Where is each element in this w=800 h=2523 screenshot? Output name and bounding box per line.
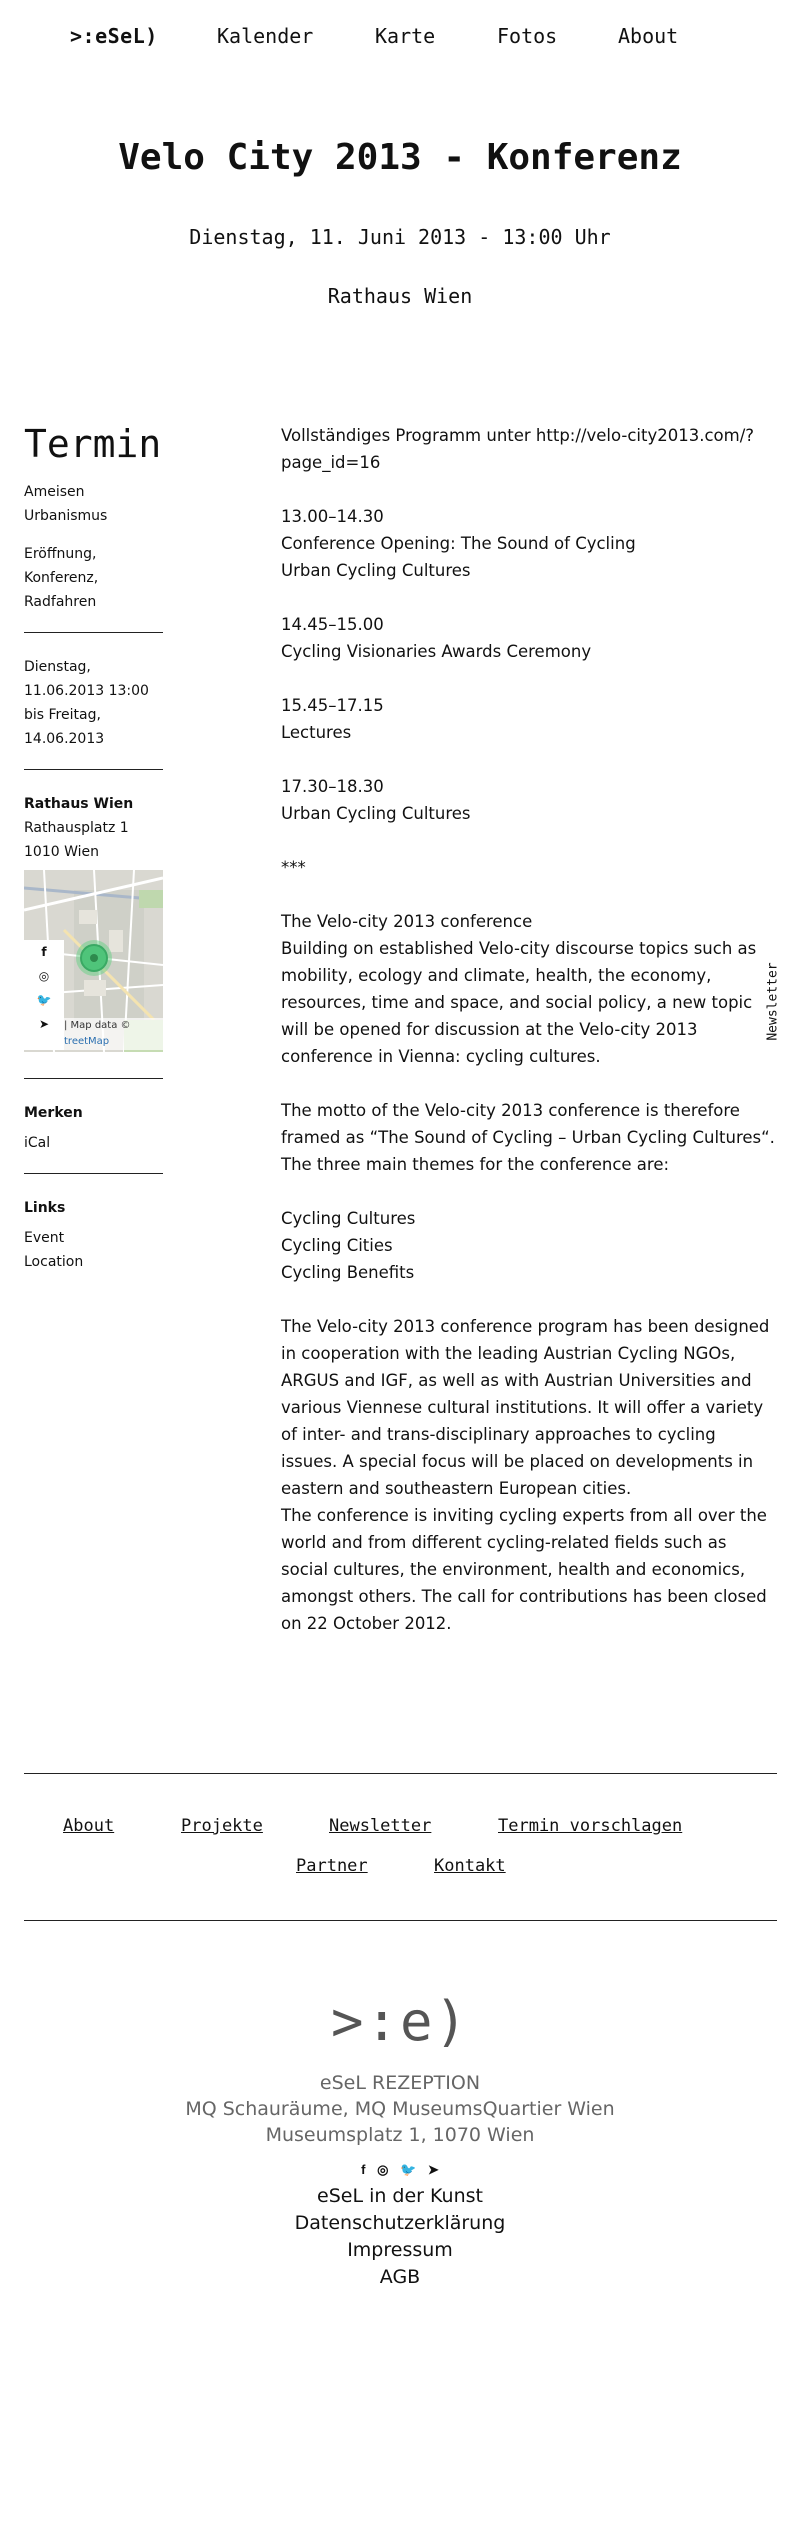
organizer-line[interactable]: Urbanismus — [24, 508, 108, 524]
motto-paragraph: The motto of the Velo-city 2013 conference is therefore framed as “The Sound of Cycling – Urban Cycling Cultures“. The three main themes for the conference are: — [281, 1101, 775, 1174]
program-paragraph: The Velo-city 2013 conference program has been designed in cooperation with the leading Austrian Cycling NGOs, ARGUS and IGF, as well as with Austrian Universities and various Viennese cultural institutions. It will offer a variety of inter- and trans-disciplinary approaches to cycling issues. A special focus will be placed on developments in eastern and southeastern European cities. — [281, 1317, 770, 1498]
map-attribution — [64, 1018, 163, 1050]
telegram-icon[interactable]: ➤ — [38, 1017, 50, 1031]
divider — [24, 1173, 163, 1174]
link-location[interactable]: Location — [24, 1254, 84, 1270]
footer-logo[interactable]: >:e) — [330, 1990, 470, 2053]
nav-link-fotos[interactable]: Fotos — [497, 24, 558, 48]
map-attribution-text: | Map data © — [64, 1020, 131, 1031]
intro-text: Building on established Velo-city discourse topics such as mobility, ecology and climate, health, the economy, resources, time and space, and social policy, a new topic will be opened for discussion at the Velo-city 2013 conference in Vienna: cycling cultures. — [281, 939, 757, 1066]
footer-link-about[interactable]: About — [63, 1816, 115, 1836]
nav-link-about[interactable]: About — [618, 24, 679, 48]
event-title: Velo City 2013 - Konferenz — [118, 137, 682, 178]
date-line: bis Freitag, — [24, 707, 101, 723]
twitter-icon[interactable]: 🐦 — [36, 993, 52, 1007]
call-paragraph: The conference is inviting cycling experts from all over the world and from different cycling-related fields such as social cultures, the environment, health and economics, amongst others. The call for contributions has been closed on 22 October 2012. — [281, 1506, 767, 1633]
divider — [24, 769, 163, 770]
date-line: Dienstag, — [24, 659, 91, 675]
separator: *** — [281, 858, 306, 877]
footer-links — [0, 2183, 800, 2291]
footer-link-impressum[interactable]: Impressum — [347, 2239, 453, 2261]
event-datetime: Dienstag, 11. Juni 2013 - 13:00 Uhr — [189, 225, 611, 249]
newsletter-side-tab[interactable] — [761, 960, 785, 1050]
sidebar-social-bar — [24, 940, 64, 1050]
venue-address — [24, 816, 164, 864]
newsletter-tab-label: Newsletter — [765, 962, 781, 1041]
date-line: 11.06.2013 13:00 — [24, 683, 149, 699]
tag-link[interactable]: Eröffnung, — [24, 546, 97, 562]
footer-address-name: eSeL REZEPTION — [319, 2072, 481, 2094]
footer-divider-top — [24, 1773, 777, 1774]
footer-link-datenschutz[interactable]: Datenschutzerklärung — [294, 2212, 506, 2234]
twitter-icon[interactable]: 🐦 — [400, 2162, 417, 2177]
theme-item: Cycling Cultures — [281, 1209, 416, 1228]
schedule-line: Urban Cycling Cultures — [281, 804, 471, 823]
footer-link-partner[interactable]: Partner — [296, 1856, 368, 1876]
schedule-line: Cycling Visionaries Awards Ceremony — [281, 642, 592, 661]
footer-address-line: MQ Schauräume, MQ MuseumsQuartier Wien — [185, 2098, 615, 2120]
divider — [24, 1078, 163, 1079]
footer-link-kontakt[interactable]: Kontakt — [434, 1856, 506, 1876]
theme-item: Cycling Benefits — [281, 1263, 415, 1282]
program-link[interactable]: Vollständiges Programm unter http://velo-city2013.com/?page_id=16 — [281, 426, 755, 472]
footer-divider-bottom — [24, 1920, 777, 1921]
schedule-line: Lectures — [281, 723, 352, 742]
tag-link[interactable]: Radfahren — [24, 594, 97, 610]
event-sidebar — [24, 422, 164, 1274]
schedule-item — [281, 503, 776, 584]
organizer — [24, 480, 164, 528]
footer-social-bar — [0, 2162, 800, 2178]
schedule-item — [281, 773, 776, 827]
footer-link-projekte[interactable]: Projekte — [181, 1816, 263, 1836]
facebook-icon[interactable]: f — [41, 945, 47, 959]
intro-paragraph — [281, 908, 776, 1070]
link-event[interactable]: Event — [24, 1230, 65, 1246]
schedule-line: Conference Opening: The Sound of Cycling — [281, 534, 636, 553]
event-dates — [24, 655, 164, 751]
merken-heading: Merken — [24, 1105, 83, 1121]
site-logo[interactable]: >:eSeL) — [70, 24, 158, 48]
themes-list — [281, 1205, 776, 1286]
schedule-line: Urban Cycling Cultures — [281, 561, 471, 580]
facebook-icon[interactable]: f — [361, 2162, 366, 2177]
date-line: 14.06.2013 — [24, 731, 105, 747]
schedule-time: 17.30–18.30 — [281, 777, 384, 796]
tag-link[interactable]: Konferenz, — [24, 570, 99, 586]
event-tags — [24, 542, 164, 614]
ical-link[interactable]: iCal — [24, 1135, 51, 1151]
telegram-icon[interactable]: ➤ — [427, 2162, 439, 2177]
event-place: Rathaus Wien — [327, 284, 473, 308]
sidebar-heading: Termin — [24, 422, 162, 466]
schedule-time: 14.45–15.00 — [281, 615, 384, 634]
footer-link-agb[interactable]: AGB — [379, 2266, 421, 2288]
intro-heading: The Velo-city 2013 conference — [281, 912, 533, 931]
venue-map[interactable] — [24, 870, 163, 1052]
footer-link-newsletter[interactable]: Newsletter — [329, 1816, 432, 1836]
schedule-time: 15.45–17.15 — [281, 696, 384, 715]
links-list — [24, 1226, 164, 1274]
links-heading: Links — [24, 1200, 66, 1216]
schedule-item — [281, 692, 776, 746]
schedule-item — [281, 611, 776, 665]
address-line: Rathausplatz 1 — [24, 820, 129, 836]
instagram-icon[interactable]: ◎ — [377, 2162, 389, 2177]
nav-link-kalender[interactable]: Kalender — [217, 24, 314, 48]
organizer-line[interactable]: Ameisen — [24, 484, 85, 500]
footer-address-line: Museumsplatz 1, 1070 Wien — [265, 2124, 535, 2146]
theme-item: Cycling Cities — [281, 1236, 393, 1255]
event-description — [281, 422, 776, 1664]
nav-link-karte[interactable]: Karte — [375, 24, 436, 48]
divider — [24, 632, 163, 633]
instagram-icon[interactable]: ◎ — [38, 969, 50, 983]
top-navigation — [0, 22, 800, 52]
footer-link-kunst[interactable]: eSeL in der Kunst — [317, 2185, 483, 2207]
address-line: 1010 Wien — [24, 844, 99, 860]
schedule-time: 13.00–14.30 — [281, 507, 384, 526]
venue-name[interactable]: Rathaus Wien — [24, 796, 134, 812]
map-attribution-link[interactable]: treetMap — [64, 1036, 110, 1047]
footer-link-termin-vorschlagen[interactable]: Termin vorschlagen — [498, 1816, 683, 1836]
